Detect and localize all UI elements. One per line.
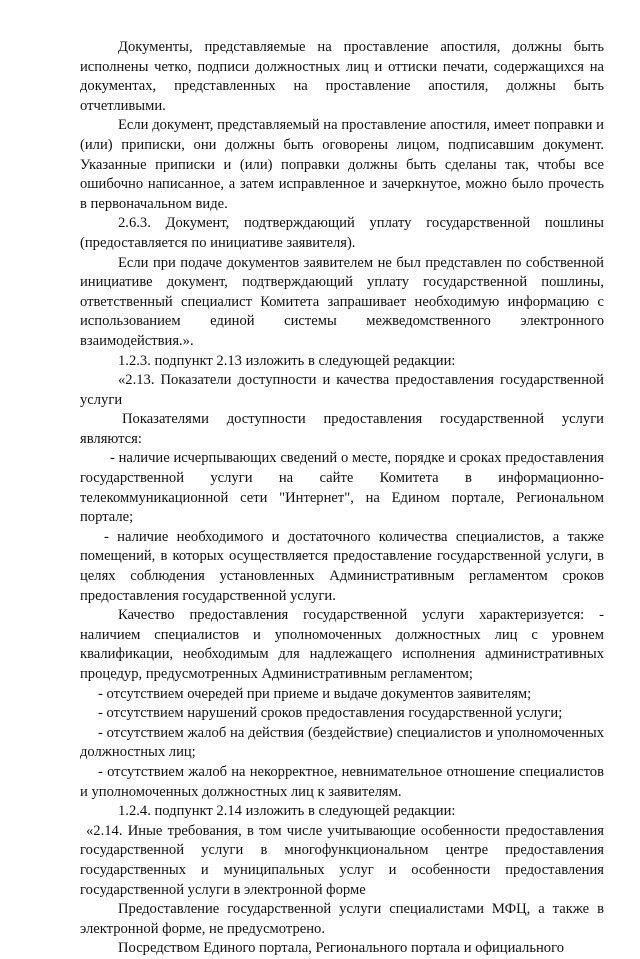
list-item-no-complaints-attitude: - отсутствием жалоб на некорректное, невнимательное отношение специалистов и уполномоченных должностных лиц к заявителям. — [80, 763, 604, 800]
paragraph-apostille-docs: Документы, представляемые на проставление апостиля, должны быть исполнены четко, подписи должностных лиц и оттиски печати, содержащихся на документах, представленных на проставление апостиля, должны быть отчетливыми. — [80, 39, 604, 114]
list-item-exhaustive-info: - наличие исчерпывающих сведений о месте, порядке и сроках предоставления государственной услуги на сайте Комитета в информационно-телекоммуникационной сети "Интернет", на Едином портале, Региональном портале; — [80, 450, 604, 526]
list-item-no-complaints-actions: - отсутствием жалоб на действия (бездействие) специалистов и уполномоченных должностных лиц; — [80, 724, 604, 761]
paragraph-1-2-4: 1.2.4. подпункт 2.14 изложить в следующей редакции: — [118, 803, 456, 820]
list-item-no-deadline-violations: - отсутствием нарушений сроков предоставления государственной услуги; — [98, 705, 563, 722]
list-item-sufficient-staff: - наличие необходимого и достаточного количества специалистов, а также помещений, в которых осуществляется предоставление государственной услуги, в целях соблюдения установленных Административным регламентом сроков предоставления государственной услуги. — [80, 528, 604, 604]
paragraph-portal-means: Посредством Единого портала, Регионального портала и официального — [118, 940, 564, 957]
paragraph-corrections: Если документ, представляемый на проставление апостиля, имеет поправки и (или) приписки, они должны быть оговорены лицом, подписавшим документ. Указанные приписки и (или) поправки должны быть сделаны так, чтобы все ошибочно написанное, а затем исправленное и зачеркнутое, можно было прочесть в первоначальном виде. — [80, 117, 604, 212]
list-item-no-queues: - отсутствием очередей при приеме и выдаче документов заявителям; — [98, 685, 532, 702]
paragraph-2-14-heading: «2.14. Иные требования, в том числе учитывающие особенности предоставления государственной услуги в многофункциональном центре предоставления государственных и муниципальных услуг и особенности предоставления государственной услуги в электронной форме — [80, 822, 604, 898]
paragraph-mfc-not-provided: Предоставление государственной услуги специалистами МФЦ, а также в электронной форме, не предусмотрено. — [80, 901, 604, 937]
paragraph-quality-characteristics: Качество предоставления государственной услуги характеризуется: - наличием специалистов и уполномоченных должностных лиц с уровнем квалификации, необходимым для надлежащего исполнения административных процедур, предусмотренных Административным регламентом; — [80, 607, 604, 682]
paragraph-2-13-heading: «2.13. Показатели доступности и качества предоставления государственной услуги — [80, 372, 604, 408]
paragraph-interagency-request: Если при подаче документов заявителем не был представлен по собственной инициативе документ, подтверждающий уплату государственной пошлины, ответственный специалист Комитета запрашивает необходимую информацию с использованием единой системы межведомственного электронного взаимодействия.». — [80, 254, 604, 349]
paragraph-accessibility-indicators: Показателями доступности предоставления государственной услуги являются: — [80, 411, 604, 447]
paragraph-1-2-3: 1.2.3. подпункт 2.13 изложить в следующей редакции: — [118, 352, 456, 369]
paragraph-2-6-3: 2.6.3. Документ, подтверждающий уплату государственной пошлины (предоставляется по инициативе заявителя). — [80, 215, 604, 251]
